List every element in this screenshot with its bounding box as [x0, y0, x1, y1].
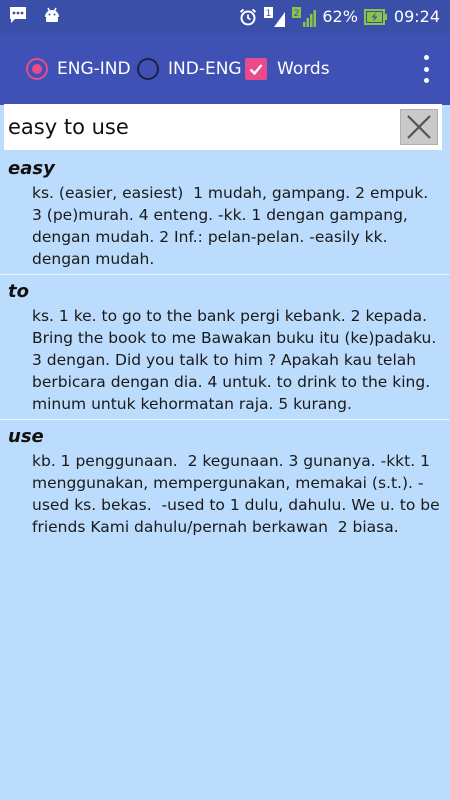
android-debug-icon — [42, 5, 62, 25]
alarm-clock-icon — [238, 7, 258, 27]
close-icon — [405, 113, 433, 141]
results-list — [0, 152, 450, 542]
sim1-label: 1 — [265, 8, 272, 19]
status-bar — [0, 0, 450, 33]
words-checkbox[interactable] — [245, 58, 267, 80]
search-input[interactable] — [8, 104, 388, 150]
eng-ind-radio-option[interactable] — [26, 33, 131, 105]
clock: 09:24 — [393, 7, 440, 26]
entry-headword: easy — [8, 158, 55, 179]
toolbar — [0, 33, 450, 105]
dictionary-entry[interactable] — [0, 275, 450, 420]
sim2-label: 2 — [293, 8, 300, 19]
battery-percent: 62% — [322, 7, 358, 26]
dictionary-entry[interactable] — [0, 152, 450, 275]
search-box — [4, 104, 442, 150]
entry-definition: kb. 1 penggunaan. 2 kegunaan. 3 gunanya. -kkt. 1 menggunakan, mempergunakan, memakai (s.t.). -used ks. bekas. -used to 1 dulu, dahulu. We u. to be friends Kami dahulu/pernah berkawan 2 biasa. — [32, 452, 445, 536]
entry-headword: use — [8, 426, 44, 447]
chat-notification-icon — [8, 5, 28, 25]
eng-ind-radio-button[interactable] — [26, 58, 48, 80]
notification-icons — [8, 5, 62, 25]
entry-definition: ks. (easier, easiest) 1 mudah, gampang. 2 empuk. 3 (pe)murah. 4 enteng. -kk. 1 dengan gampang, dengan mudah. 2 Inf.: pelan-pelan. -easily kk. dengan mudah. — [32, 184, 434, 268]
eng-ind-label: ENG-IND — [57, 59, 131, 79]
checkmark-icon — [248, 61, 264, 77]
dictionary-entry[interactable] — [0, 420, 450, 542]
words-checkbox-option[interactable] — [245, 33, 330, 105]
entry-headword: to — [8, 281, 29, 302]
words-label: Words — [277, 59, 330, 79]
clear-search-button[interactable] — [400, 109, 438, 145]
ind-eng-radio-button[interactable] — [137, 58, 159, 80]
ind-eng-radio-option[interactable] — [137, 33, 242, 105]
ind-eng-label: IND-ENG — [168, 59, 242, 79]
overflow-menu-icon[interactable] — [420, 55, 432, 83]
entry-definition: ks. 1 ke. to go to the bank pergi kebank. 2 kepada. Bring the book to me Bawakan buku itu (ke)padaku. 3 dengan. Did you talk to him ? Apakah kau telah berbicara dengan dia. 4 untuk. to drink to the king. minum untuk kehormatan raja. 5 kurang. — [32, 307, 442, 413]
sim2-signal-icon — [292, 6, 316, 28]
battery-charging-icon — [364, 9, 388, 25]
system-status — [238, 0, 440, 33]
sim1-signal-icon — [264, 6, 286, 28]
